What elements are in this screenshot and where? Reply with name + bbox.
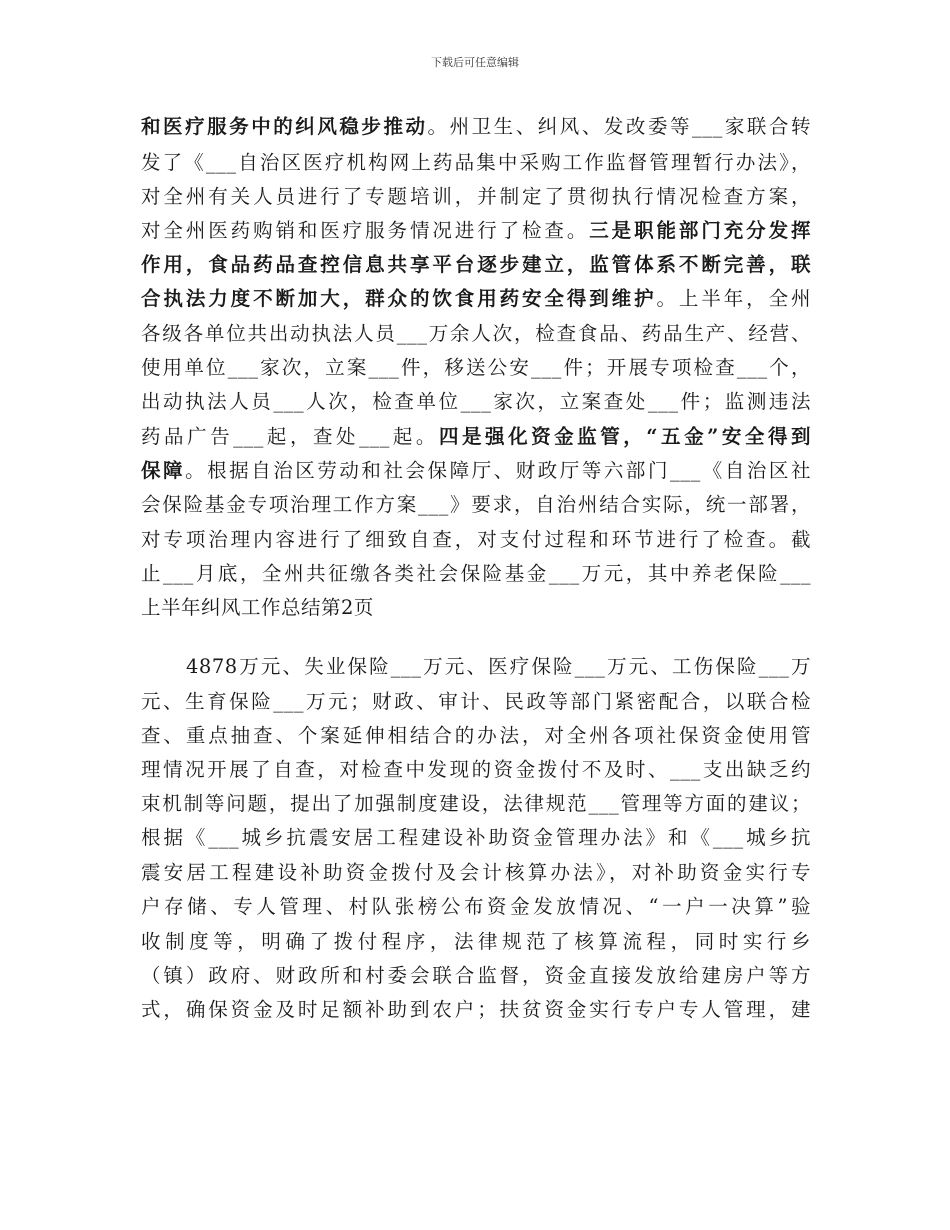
page-footer-text [141, 591, 811, 625]
text-segment: 各级各单位共出动执法人员___万余人次，检查食品、药品生产、经营、 [141, 322, 811, 345]
text-segment: 查、重点抽查、个案延伸相结合的办法，对全州各项社保资金使用管 [141, 724, 811, 747]
text-line [141, 557, 811, 591]
text-line [141, 454, 811, 488]
text-segment: 户存储、专人管理、村队张榜公布资金发放情况、“一户一决算”验 [141, 895, 811, 918]
text-line [141, 110, 811, 144]
text-segment: 收制度等，明确了拨付程序，法律规范了核算流程，同时实行乡 [141, 930, 811, 953]
text-segment: 对全州有关人员进行了专题培训，并制定了贯彻执行情况检查方案， [141, 185, 811, 208]
text-line [141, 214, 811, 248]
text-line [141, 248, 811, 282]
text-segment: 出动执法人员___人次，检查单位___家次，立案查处___件；监测违法 [141, 390, 811, 413]
text-line [141, 993, 811, 1027]
text-line [141, 753, 811, 787]
text-line [141, 856, 811, 890]
bold-segment: 保障 [141, 459, 186, 482]
bold-segment: 合执法力度不断加大，群众的饮食用药安全得到维护 [141, 287, 657, 310]
text-segment: 。根据自治区劳动和社会保障厅、财政厅等六部门___《自治区社 [185, 459, 811, 482]
text-segment: 对专项治理内容进行了细致自查，对支付过程和环节进行了检查。截 [141, 528, 811, 551]
text-line [141, 282, 811, 316]
text-line [141, 890, 811, 924]
text-segment: 元、生育保险___万元；财政、审计、民政等部门紧密配合，以联合检 [141, 690, 811, 713]
text-line [141, 685, 811, 719]
text-segment: 。上半年，全州 [656, 287, 811, 310]
text-line [141, 317, 811, 351]
bold-segment: 三是职能部门充分发挥 [589, 219, 811, 242]
text-segment: 会保险基金专项治理工作方案___》要求，自治州结合实际，统一部署， [141, 493, 811, 516]
bold-segment: 作用，食品药品查控信息共享平台逐步建立，监管体系不断完善，联 [141, 253, 811, 276]
text-line [141, 925, 811, 959]
text-line [141, 420, 811, 454]
text-segment: 对全州医药购销和医疗服务情况进行了检查。 [141, 219, 590, 242]
text-line [141, 180, 811, 214]
text-line [141, 146, 811, 180]
text-line [141, 488, 811, 522]
text-segment: 理情况开展了自查，对检查中发现的资金拨付不及时、___支出缺乏约 [141, 758, 811, 781]
bold-segment: 四是强化资金监管，“五金”安全得到 [438, 425, 811, 448]
bold-segment: 和医疗服务中的纠风稳步推动 [141, 115, 428, 138]
text-segment: 使用单位___家次，立案___件，移送公安___件；开展专项检查___个， [141, 356, 811, 379]
text-line [141, 719, 811, 753]
text-segment: 根据《___城乡抗震安居工程建设补助资金管理办法》和《___城乡抗 [141, 826, 811, 849]
text-line [186, 650, 811, 684]
page-header: 下载后可任意编辑 [431, 56, 519, 69]
text-segment: 上半年纠风工作总结第2页 [141, 596, 374, 619]
text-segment: 震安居工程建设补助资金拨付及会计核算办法》，对补助资金实行专 [141, 861, 811, 884]
text-line [141, 385, 811, 419]
text-line [141, 787, 811, 821]
text-segment: 4878万元、失业保险___万元、医疗保险___万元、工伤保险___万 [186, 655, 811, 678]
text-segment: 。州卫生、纠风、发改委等___家联合转 [427, 115, 811, 138]
text-line [141, 959, 811, 993]
text-segment: 止___月底，全州共征缴各类社会保险基金___万元，其中养老保险___ [141, 562, 811, 585]
text-line [141, 351, 811, 385]
text-segment: 束机制等问题，提出了加强制度建设，法律规范___管理等方面的建议； [141, 792, 811, 815]
text-segment: 药品广告___起，查处___起。 [141, 425, 439, 448]
text-segment: 式，确保资金及时足额补助到农户；扶贫资金实行专户专人管理，建 [141, 998, 811, 1021]
text-segment: 发了《___自治区医疗机构网上药品集中采购工作监督管理暂行办法》， [141, 151, 811, 174]
text-segment: （镇）政府、财政所和村委会联合监督，资金直接发放给建房户等方 [141, 964, 811, 987]
text-line [141, 821, 811, 855]
text-line [141, 523, 811, 557]
